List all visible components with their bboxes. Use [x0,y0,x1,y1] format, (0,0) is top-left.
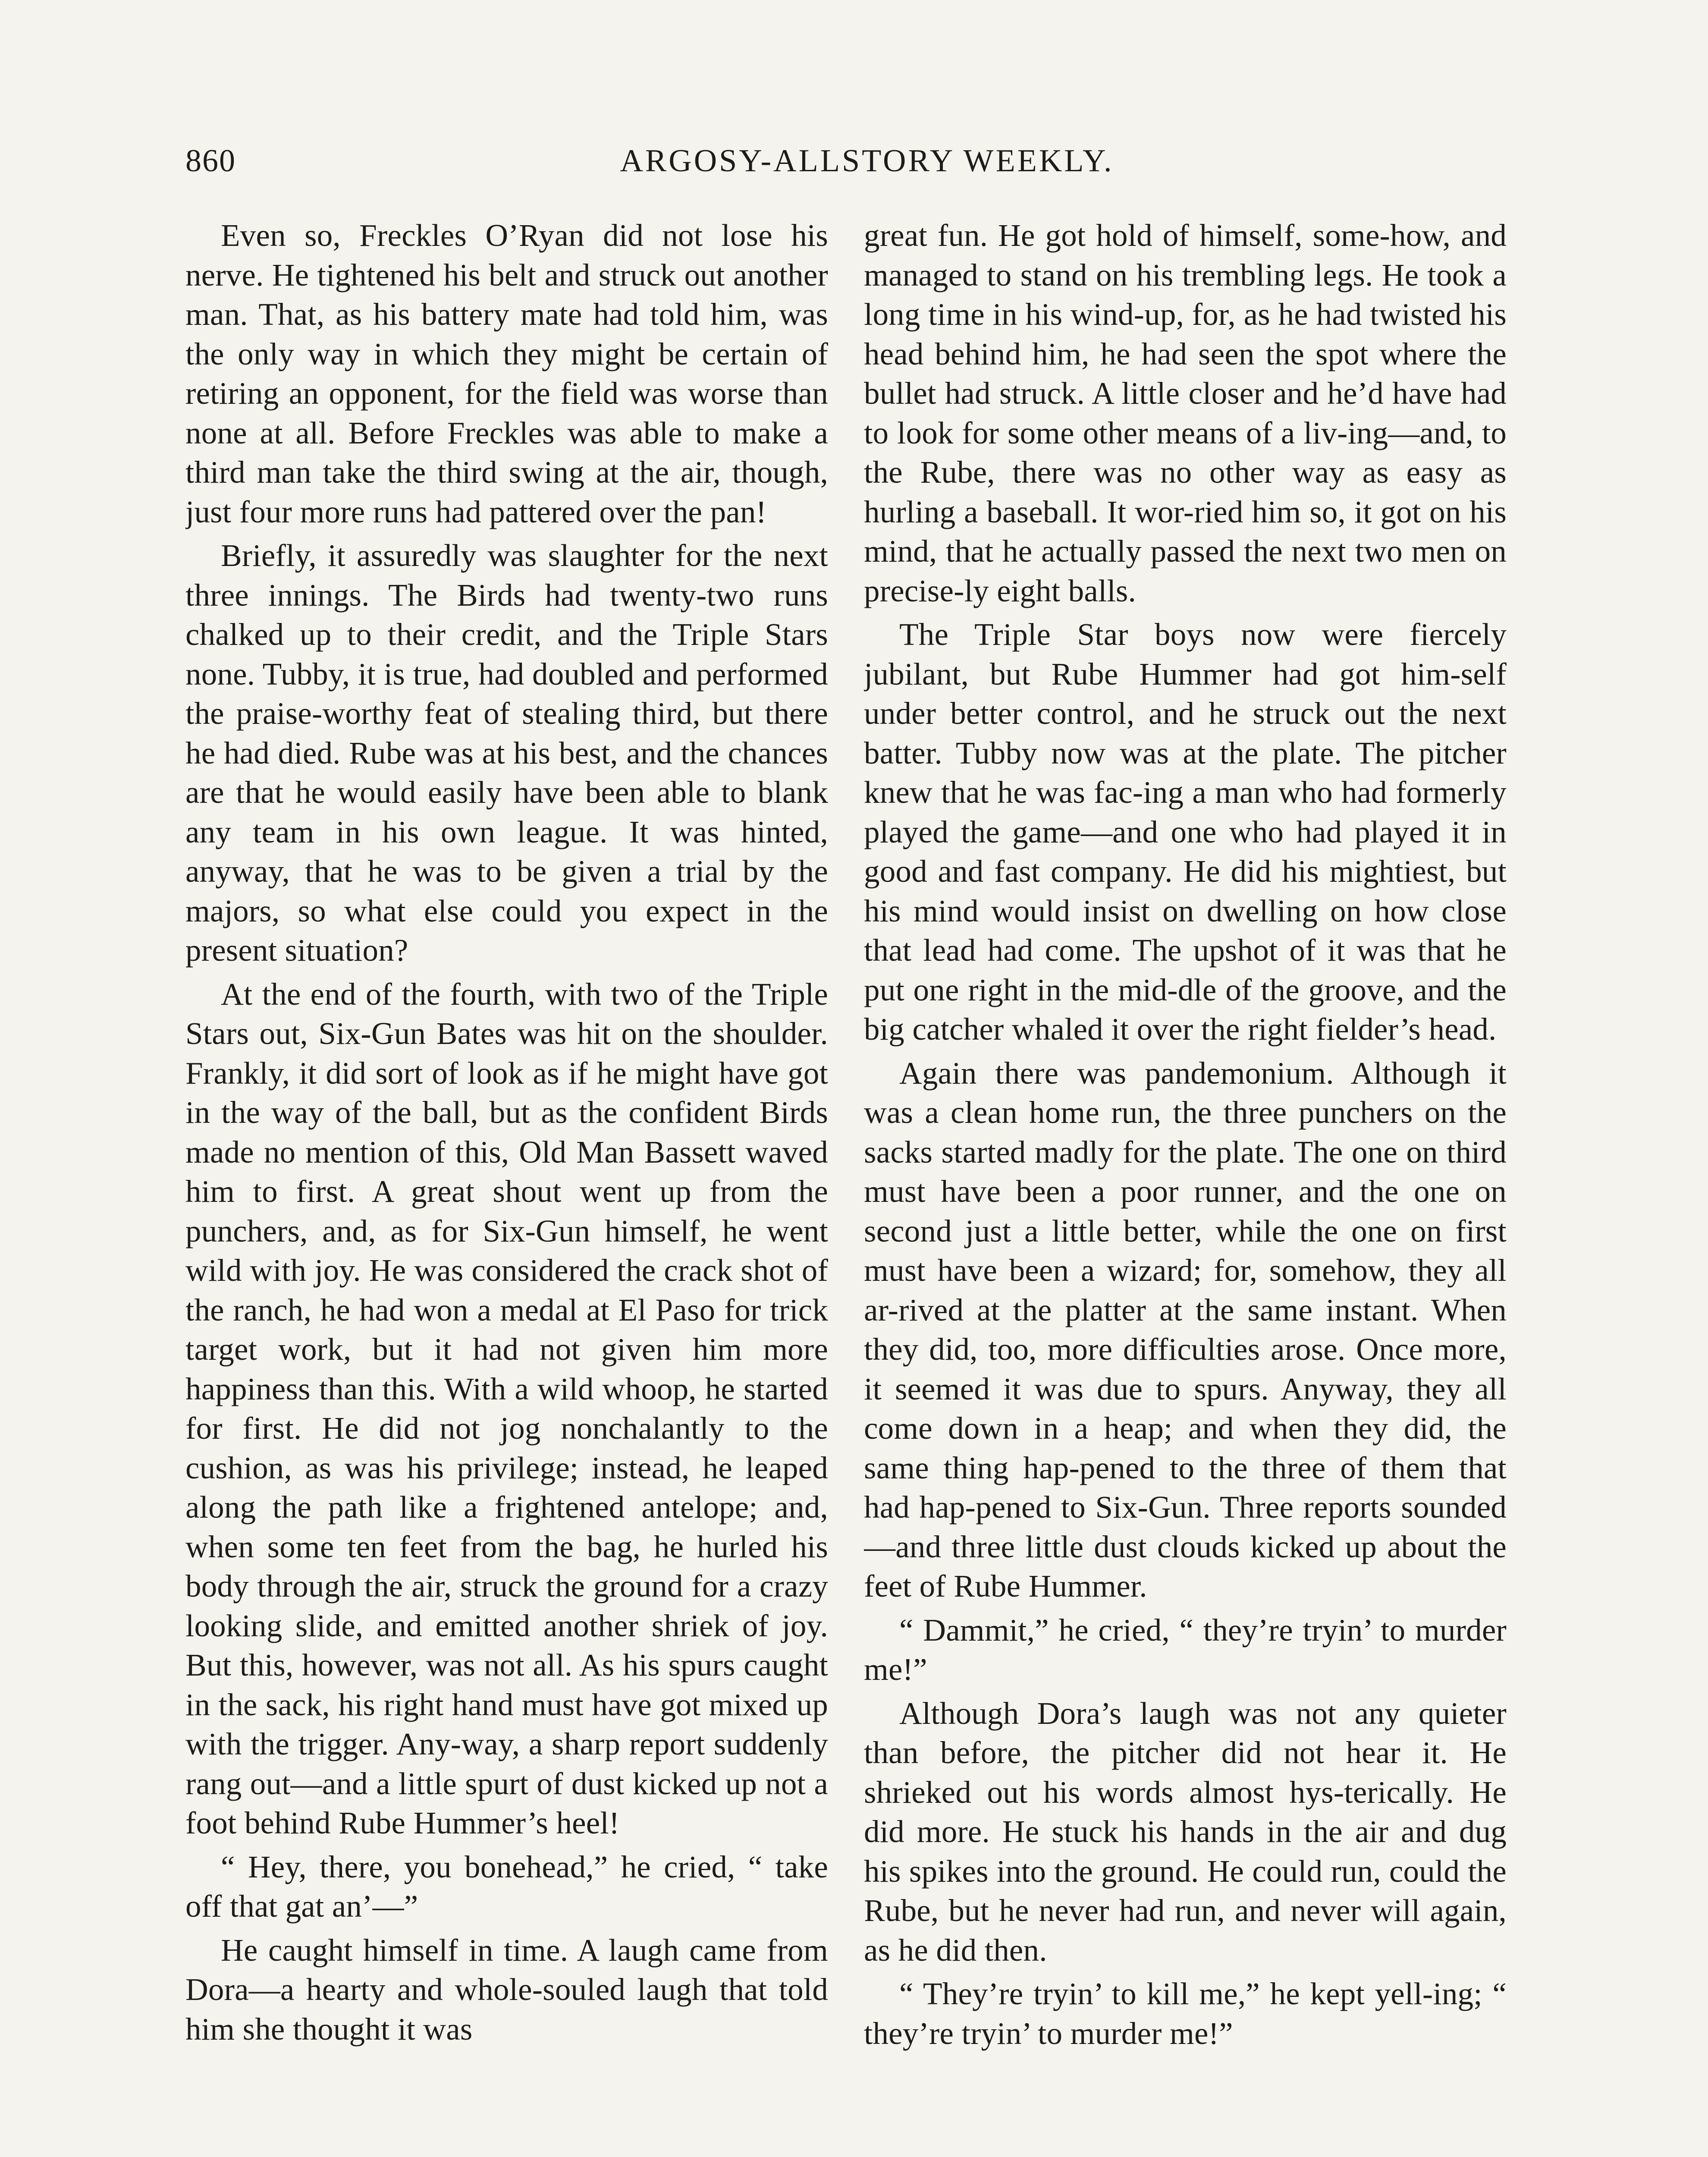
page-header [185,137,1523,185]
paragraph: Although Dora’s laugh was not any quieter than before, the pitcher did not hear it. He shrieked out his words almost hys-terically. He did more. He stuck his hands in the air and dug his spikes into the ground. He could run, could the Rube, but he never had run, and never will again, as he did then. [864,1695,1507,1968]
dialogue-paragraph: “ Hey, there, you bonehead,” he cried, “ take off that gat an’—” [185,1849,828,1924]
page-number: 860 [185,143,236,179]
paragraph: He caught himself in time. A laugh came from Dora—a hearty and whole-souled laugh that told him she thought it was [185,1932,828,2047]
paragraph: great fun. He got hold of himself, some-how, and managed to stand on his trembling legs. He took a long time in his wind-up, for, as he had twisted his head behind him, he had seen the spot where the bullet had struck. A little closer and he’d have had to look for some other means of a liv-ing—and, to the Rube, there was no other way as easy as hurling a baseball. It wor-ried him so, it got on his mind, that he actually passed the next two men on precise-ly eight balls. [864,218,1507,608]
dialogue-paragraph: “ They’re tryin’ to kill me,” he kept yell-ing; “ they’re tryin’ to murder me!” [864,1976,1507,2051]
dialogue-paragraph: “ Dammit,” he cried, “ they’re tryin’ to murder me!” [864,1612,1507,1687]
right-column [864,216,1507,2157]
left-column [185,216,828,2157]
paragraph: Even so, Freckles O’Ryan did not lose his nerve. He tightened his belt and struck out another man. That, as his battery mate had told him, was the only way in which they might be certain of retiring an opponent, for the field was worse than none at all. Before Freckles was able to make a third man take the third swing at the air, though, just four more runs had pattered over the pan! [185,218,828,529]
running-title: ARGOSY-ALLSTORY WEEKLY. [620,143,1114,179]
paragraph: Again there was pandemonium. Although it was a clean home run, the three punchers on the sacks started madly for the plate. The one on third must have been a poor runner, and the one on second just a little better, while the one on first must have been a wizard; for, somehow, they all ar-rived at the platter at the same instant. When they did, too, more difficulties arose. Once more, it seemed it was due to spurs. Anyway, they all come down in a heap; and when they did, the same thing hap-pened to the three of them that had hap-pened to Six-Gun. Three reports sounded —and three little dust clouds kicked up about the feet of Rube Hummer. [864,1055,1507,1604]
paragraph: At the end of the fourth, with two of the Triple Stars out, Six-Gun Bates was hit on the shoulder. Frankly, it did sort of look as if he might have got in the way of the ball, but as the confident Birds made no mention of this, Old Man Bassett waved him to first. A great shout went up from the punchers, and, as for Six-Gun himself, he went wild with joy. He was considered the crack shot of the ranch, he had won a medal at El Paso for trick target work, but it had not given him more happiness than this. With a wild whoop, he started for first. He did not jog nonchalantly to the cushion, as was his privilege; instead, he leaped along the path like a frightened antelope; and, when some ten feet from the bag, he hurled his body through the air, struck the ground for a crazy looking slide, and emitted another shriek of joy. But this, however, was not all. As his spurs caught in the sack, his right hand must have got mixed up with the trigger. Any-way, a sharp report suddenly rang out—and a little spurt of dust kicked up not a foot behind Rube Hummer’s heel! [185,976,828,1840]
paragraph: The Triple Star boys now were fiercely jubilant, but Rube Hummer had got him-self under better control, and he struck out the next batter. Tubby now was at the plate. The pitcher knew that he was fac-ing a man who had formerly played the game—and one who had played it in good and fast company. He did his mightiest, but his mind would insist on dwelling on how close that lead had come. The upshot of it was that he put one right in the mid-dle of the groove, and the big catcher whaled it over the right fielder’s head. [864,617,1507,1047]
paragraph: Briefly, it assuredly was slaughter for the next three innings. The Birds had twenty-two runs chalked up to their credit, and the Triple Stars none. Tubby, it is true, had doubled and performed the praise-worthy feat of stealing third, but there he had died. Rube was at his best, and the chances are that he would easily have been able to blank any team in his own league. It was hinted, anyway, that he was to be given a trial by the majors, so what else could you expect in the present situation? [185,538,828,968]
